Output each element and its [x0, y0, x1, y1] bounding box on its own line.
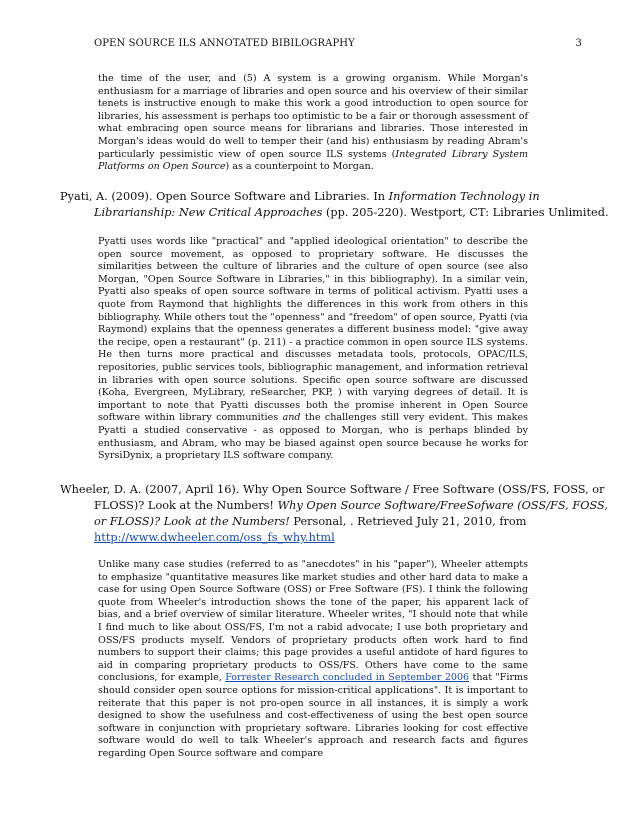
annotation-text: Pyatti uses words like "practical" and "applied ideological orientation" to describe the open source movement, as opposed to proprietary software. He discusses the similarities between the culture of libraries and the culture of open source (see also Morgan, "Open Source Software in Libraries," in this bibliography). In a similar vein, Pyatti also speaks of open source software in terms of political activism. Pyatti uses a quote from Raymond that highlights the differences in this work from others in this bibliography. While others tout the "openness" and "freedom" of open source, Pyatti (via Raymond) explains that the openness generates a different business model: "give away the recipe, open a restaurant" (p. 211) - a practice common in open source ILS systems. He then turns more practical and discusses metadata tools, protocols, OPAC/ILS, repositories, public services tools, bibliographic management, and information retrieval in libraries with open source solutions. Specific open source software are discussed (Koha, Evergreen, MyLibrary, reSearcher, PKP, ) with varying degrees of detail. It is important to note that Pyatti discusses both the promise inherent in Open Source software within library communities — [98, 236, 528, 424]
annotation-morgan — [98, 73, 528, 174]
citation-wheeler — [60, 482, 614, 546]
citation-url-link[interactable]: http://www.dwheeler.com/oss_fs_why.html — [94, 531, 335, 544]
annotation-text: ) as a counterpoint to Morgan. — [225, 161, 374, 173]
annotation-italic-title: Integrated Library System Platforms on Open Source — [98, 148, 529, 173]
annotation-text: the time of the user, and (5) A system is a growing organism. While Morgan's enthusiasm for a marriage of libraries and open source and his overview of their similar tenets is instructive enough to make this work a good introduction to open source for libraries, his assessment is perhaps too optimistic to be a fair or thorough assessment of what embracing open source means for librarians and libraries. Those interested in Morgan's ideas would do well to temper their (and his) enthusiasm by reading Abram's particularly pessimistic view of open source ILS systems ( — [98, 73, 528, 160]
header-title: OPEN SOURCE ILS ANNOTATED BIBILOGRAPHY — [94, 38, 355, 49]
running-header — [94, 38, 582, 49]
annotation-pyati — [98, 236, 528, 463]
annotation-text: the challenges still very evident. This makes Pyatti a studied conservative - as opposed to Morgan, who is perhaps blinded by enthusiasm, and Abram, who may be biased against open source because he works for SyrsiDynix, a proprietary ILS software company. — [98, 412, 528, 462]
citation-italic-title: Why Open Source Software/FreeSofware (OSS/FS, FOSS, or FLOSS)? Look at the Numbers! — [94, 499, 608, 528]
page-number: 3 — [575, 38, 582, 49]
citation-publication: (pp. 205-220). Westport, CT: Libraries Unlimited. — [322, 206, 609, 219]
annotation-wheeler — [98, 559, 528, 761]
citation-book-title: Information Technology in Librarianship: New Critical Approaches — [94, 190, 540, 219]
annotation-italic: and — [282, 412, 301, 424]
citation-author: Wheeler, D. A. (2007, April 16). Why Open Source Software / Free Software (OSS/FS, FOSS, or FLOSS)? Look at the Numbers! — [60, 483, 605, 512]
citation-retrieved: Personal, . Retrieved July 21, 2010, from — [289, 515, 527, 528]
annotation-text: that "Firms should consider open source options for mission-critical applications". It is important to reiterate that this paper is not pro-open source in all instances, it is simply a work designed to show the usefulness and cost-effectiveness of using the best open source software in conjunction with proprietary software. Libraries looking for cost effective software would do well to talk Wheeler's approach and research facts and figures regarding Open Source software and compare — [98, 672, 528, 759]
citation-pyati — [60, 189, 614, 221]
citation-author: Pyati, A. (2009). Open Source Software and Libraries. In — [60, 190, 389, 203]
forrester-research-link[interactable]: Forrester Research concluded in September 2006 — [225, 672, 470, 684]
annotation-text: Unlike many case studies (referred to as "anecdotes" in his "paper"), Wheeler attempts to emphasize "quantitative measures like market studies and other hard data to make a case for using Open Source Software (OSS) or Free Software (FS). I think the following quote from Wheeler's introduction shows the tone of the paper, his apparent lack of bias, and a brief overview of similar literature. Wheeler writes, "I should note that while I find much to like about OSS/FS, I'm not a rabid advocate; I use both proprietary and OSS/FS products myself. Vendors of proprietary products often work hard to find numbers to support their claims; this page provides a useful antidote of hard figures to aid in comparing proprietary products to OSS/FS. Others have come to the same conclusions, for example, — [98, 559, 528, 684]
